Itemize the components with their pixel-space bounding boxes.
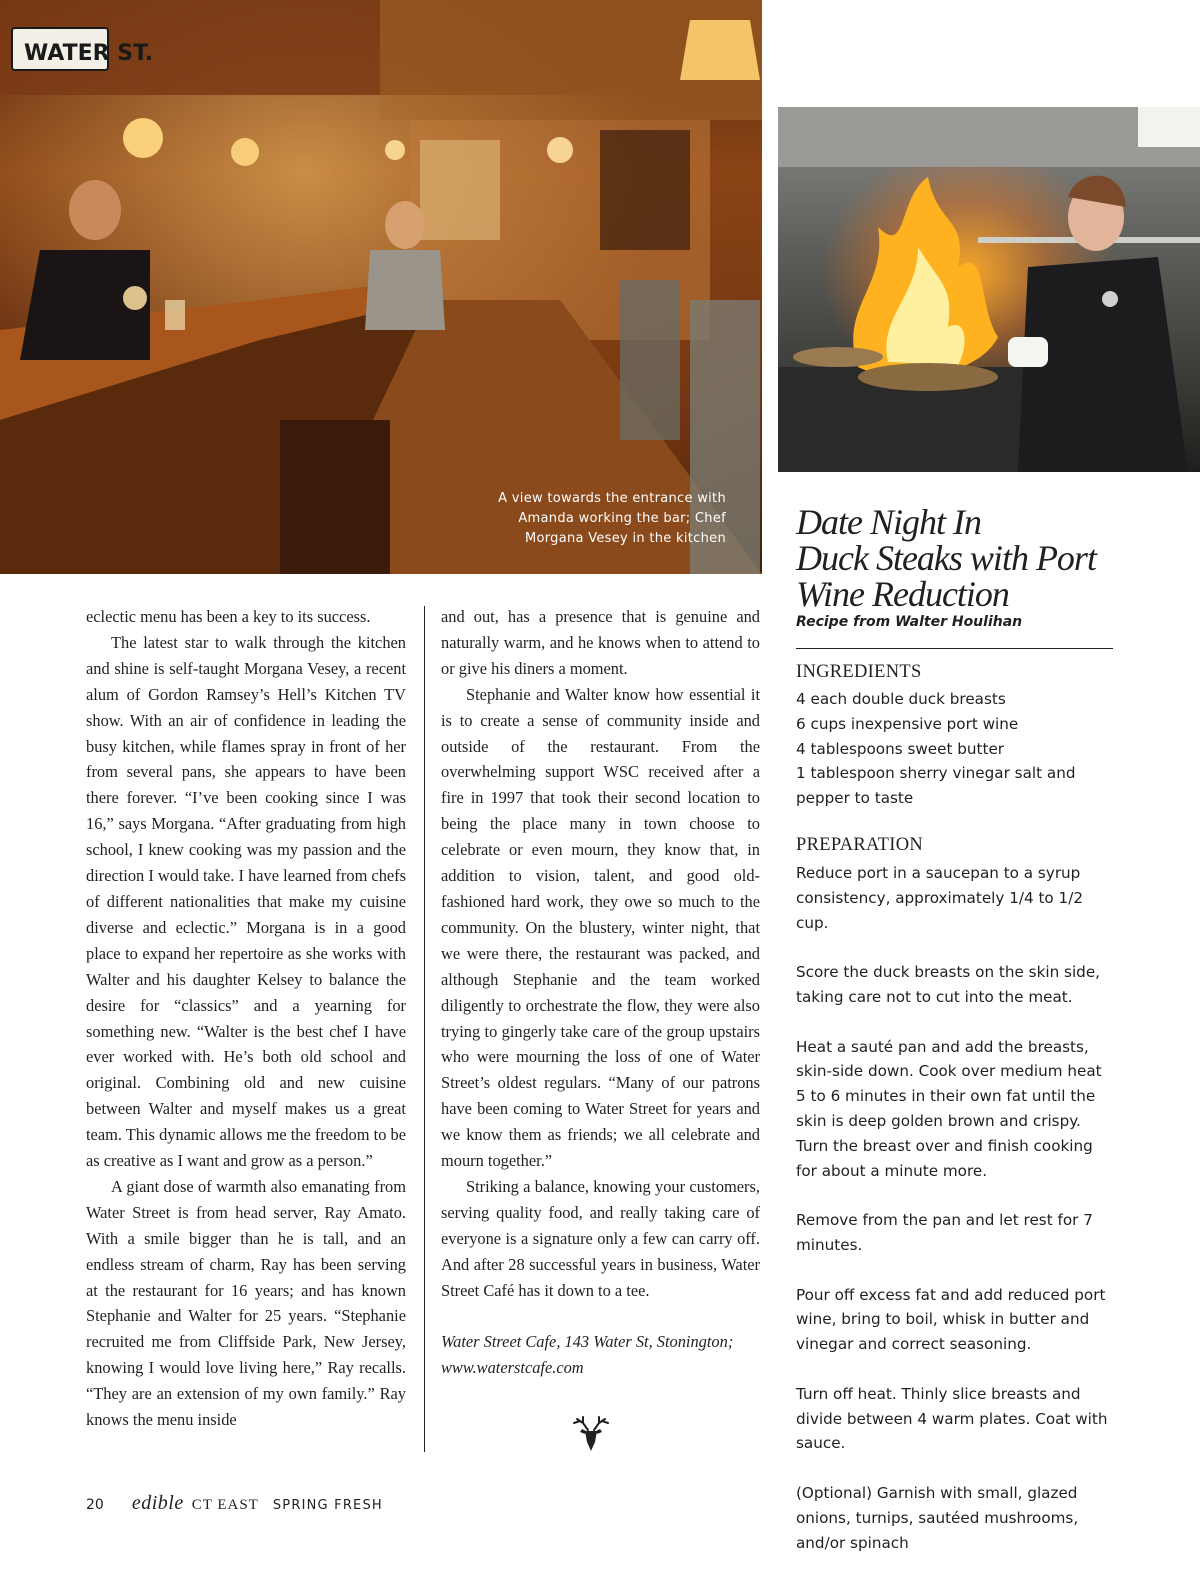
street-sign-text: WATER ST. [24,41,154,66]
preparation-step: Reduce port in a saucepan to a syrup consistency, approximately 1/4 to 1/2 cup. [796,864,1083,932]
preparation-steps [796,861,1116,1580]
ingredient-item: 4 tablespoons sweet butter [796,739,1005,758]
page-footer [86,1492,383,1516]
recipe-title-line: Wine Reduction [796,574,1009,614]
preparation-step: Score the duck breasts on the skin side, taking care not to cut into the meat. [796,963,1100,1006]
preparation-step: Heat a sauté pan and add the breasts, skin-side down. Cook over medium heat 5 to 6 minutes in their own fat until the skin is deep golden brown and crispy. Turn the breast over and finish cooking for about a minute more. [796,1037,1102,1180]
article-paragraph: The latest star to walk through the kitchen and shine is self-taught Morgana Vesey, a recent alum of Gordon Ramsey’s Hell’s Kitchen TV show. With an air of confidence in leading the busy kitchen, while flames spray in front of her from several pans, she appears to have been there forever. “I’ve been cooking since I was 16,” says Morgana. “After graduating from high school, I knew cooking was my passion and the direction I would take. I have learned from chefs of different nationalities that make my cuisine diverse and eclectic.” Morgana is in a good place to expand her repertoire as she works with Walter and his daughter Kelsey to balance the desire for “classics” and a yearning for something new. “Walter is the best chef I have ever worked with. He’s both old school and original. Combining old and new cuisine between Walter and myself makes us a great team. This dynamic allows me the freedom to be as creative as I want and grow as a person.” [86,632,406,1171]
photo-caption: A view towards the entrance with Amanda working the bar; Chef Morgana Vesey in the kitchen [498,491,726,546]
recipe-byline: Recipe from Walter Houlihan [796,614,1023,630]
deer-head-icon [571,1415,611,1453]
column-divider [424,606,425,1452]
bar-interior-photo [0,0,762,574]
recipe-title [796,504,1126,612]
brand-region: CT EAST [191,1497,259,1513]
article-column-2 [441,604,760,1381]
ingredient-item: 6 cups inexpensive port wine [796,714,1019,733]
article-paragraph: eclectic menu has been a key to its success. [86,607,371,626]
address-line: Water Street Cafe, 143 Water St, Stonington; [441,1332,734,1352]
article-column-1 [86,604,406,1433]
preparation-step: (Optional) Garnish with small, glazed onions, turnips, sautéed mushrooms, and/or spinach [796,1483,1079,1552]
article-paragraph: Stephanie and Walter know how essential it is to create a sense of community inside and outside of the restaurant. From the overwhelming support WSC received after a fire in 1997 that took their second location to being the place many in town choose to celebrate or even mourn, they know that, in addition to vision, talent, and good old-fashioned hard work, they owe so much to the community. On the blustery, winter night, that we were there, the restaurant was packed, and although Stephanie and the team worked diligently to orchestrate the flow, they were also trying to gingerly take care of the group upstairs who were mourning the loss of one of Water Street’s oldest regulars. “Many of our patrons have been coming to Water Street for years and we know them as friends; we all celebrate and mourn together.” [441,684,760,1171]
restaurant-address [441,1329,760,1381]
ingredients-list [796,687,1116,811]
preparation-step: Pour off excess fat and add reduced port wine, bring to boil, whisk in butter and vinegar and correct seasoning. [796,1285,1106,1354]
ingredients-heading: INGREDIENTS [796,662,922,682]
preparation-step: Turn off heat. Thinly slice breasts and divide between 4 warm plates. Coat with sauce. [796,1384,1108,1453]
kitchen-photo [778,107,1200,472]
recipe-title-line: Date Night In [796,502,981,542]
page-number: 20 [86,1497,104,1513]
website-link[interactable]: www.waterstcafe.com [441,1358,584,1378]
ingredient-item: 1 tablespoon sherry vinegar salt and pepper to taste [796,764,1076,808]
kitchen-photo-illustration [778,107,1200,472]
brand-edible: edible [131,1492,184,1514]
article-paragraph: A giant dose of warmth also emanating from Water Street is from head server, Ray Amato. With a smile bigger than he is tall, and an endless stream of charm, Ray has been serving at the restaurant for 16 years; and has known Stephanie and Walter for 25 years. “Stephanie recruited me from Cliffside Park, New Jersey, knowing I would love living here,” Ray recalls. “They are an extension of my own family.” Ray knows the menu inside [86,1176,406,1430]
article-paragraph: and out, has a presence that is genuine and naturally warm, and he knows when to attend to or give his diners a moment. [441,607,760,678]
preparation-heading: PREPARATION [796,835,924,855]
recipe-divider [796,648,1113,649]
preparation-step: Remove from the pan and let rest for 7 minutes. [796,1211,1093,1254]
ingredient-item: 4 each double duck breasts [796,690,1006,708]
article-paragraph: Striking a balance, knowing your customers, serving quality food, and really taking care of everyone is a signature only a few can carry off. And after 28 successful years in business, Water Street Café has it down to a tee. [441,1176,760,1300]
bar-photo-illustration [0,0,762,574]
issue-name: SPRING FRESH [272,1498,383,1513]
recipe-title-line: Duck Steaks with Port [796,538,1096,578]
